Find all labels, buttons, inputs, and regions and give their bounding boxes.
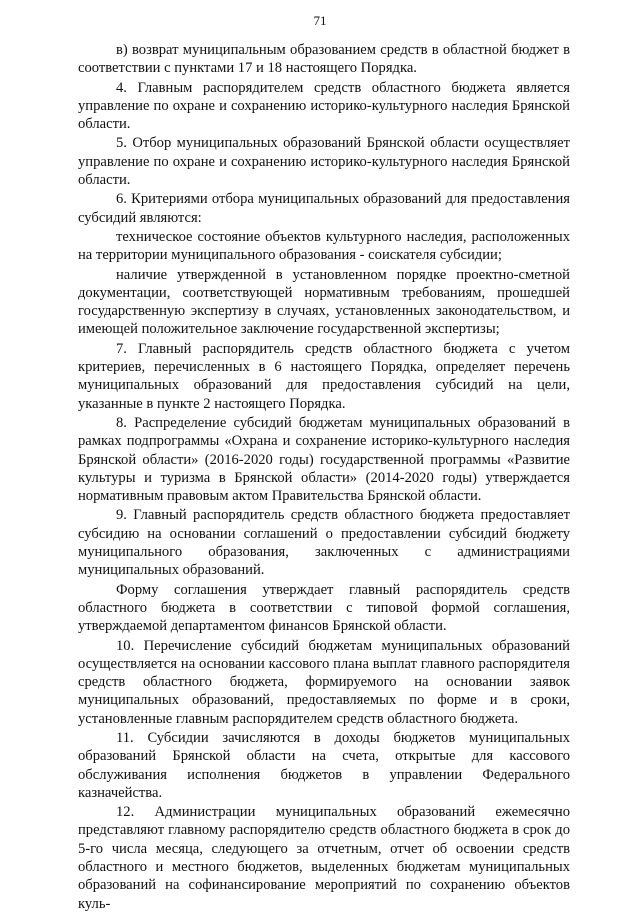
paragraph-5-selection: 5. Отбор муниципальных образований Брянской области осуществляет управление по охране и сохранению историко-культурного наследия Брянской области. [78, 135, 570, 189]
paragraph-9-agreements: 9. Главный распорядитель средств областного бюджета предоставляет субсидию на основании соглашений о предоставлении субсидий бюджету муниципального образования, заключенных с администрациями муниципальных образований. [78, 507, 570, 579]
paragraph-3v-return-funds: в) возврат муниципальным образованием средств в областной бюджет в соответствии с пунктами 17 и 18 настоящего Порядка. [78, 42, 570, 77]
paragraph-6-criterion-documentation: наличие утвержденной в установленном порядке проектно-сметной документации, соответствующей нормативным требованиям, прошедшей государственную экспертизу в случаях, установленных законодательством, и имеющей положительное заключение государственной экспертизы; [78, 266, 570, 338]
document-body [78, 41, 570, 913]
paragraph-8-distribution: 8. Распределение субсидий бюджетам муниципальных образований в рамках подпрограммы «Охрана и сохранение историко-культурного наследия Брянской области» (2016-2020 годы) государственной программы «Развитие культуры и туризма в Брянской области» (2014-2020 годы) утверждается нормативным правовым актом Правительства Брянской области. [78, 414, 570, 505]
paragraph-6-criteria: 6. Критериями отбора муниципальных образований для предоставления субсидий являются: [78, 191, 570, 226]
paragraph-11-crediting: 11. Субсидии зачисляются в доходы бюджетов муниципальных образований Брянской области на счета, открытые для кассового обслуживания исполнения бюджетов в управлении Федерального казначейства. [78, 729, 570, 801]
paragraph-6-criterion-technical-state: техническое состояние объектов культурного наследия, расположенных на территории муниципального образования - соискателя субсидии; [78, 228, 570, 264]
paragraph-agreement-form: Форму соглашения утверждает главный распорядитель средств областного бюджета в соответствии с типовой формой соглашения, утверждаемой департаментом финансов Брянской области. [78, 581, 570, 635]
paragraph-10-transfer: 10. Перечисление субсидий бюджетам муниципальных образований осуществляется на основании кассового плана выплат главного распорядителя средств областного бюджета, формируемого на основании заявок муниципальных образований, предоставляемых по форме и в сроки, установленные главным распорядителем средств областного бюджета. [78, 637, 570, 727]
paragraph-7-list-of-municipalities: 7. Главный распорядитель средств областного бюджета с учетом критериев, перечисленных в 6 настоящего Порядка, определяет перечень муниципальных образований для предоставления субсидий на цели, указанные в пункте 2 настоящего Порядка. [78, 340, 570, 412]
paragraph-12-reporting: 12. Администрации муниципальных образований ежемесячно представляют главному распорядителю средств областного бюджета в срок до 5-го числа месяца, следующего за отчетным, отчет об освоении средств областного и местного бюджетов, выделенных бюджетам муниципальных образований на софинансирование мероприятий по сохранению объектов куль- [78, 804, 570, 912]
paragraph-4-main-administrator: 4. Главным распорядителем средств областного бюджета является управление по охране и сохранению историко-культурного наследия Брянской области. [78, 79, 570, 133]
page-number: 71 [313, 13, 327, 28]
